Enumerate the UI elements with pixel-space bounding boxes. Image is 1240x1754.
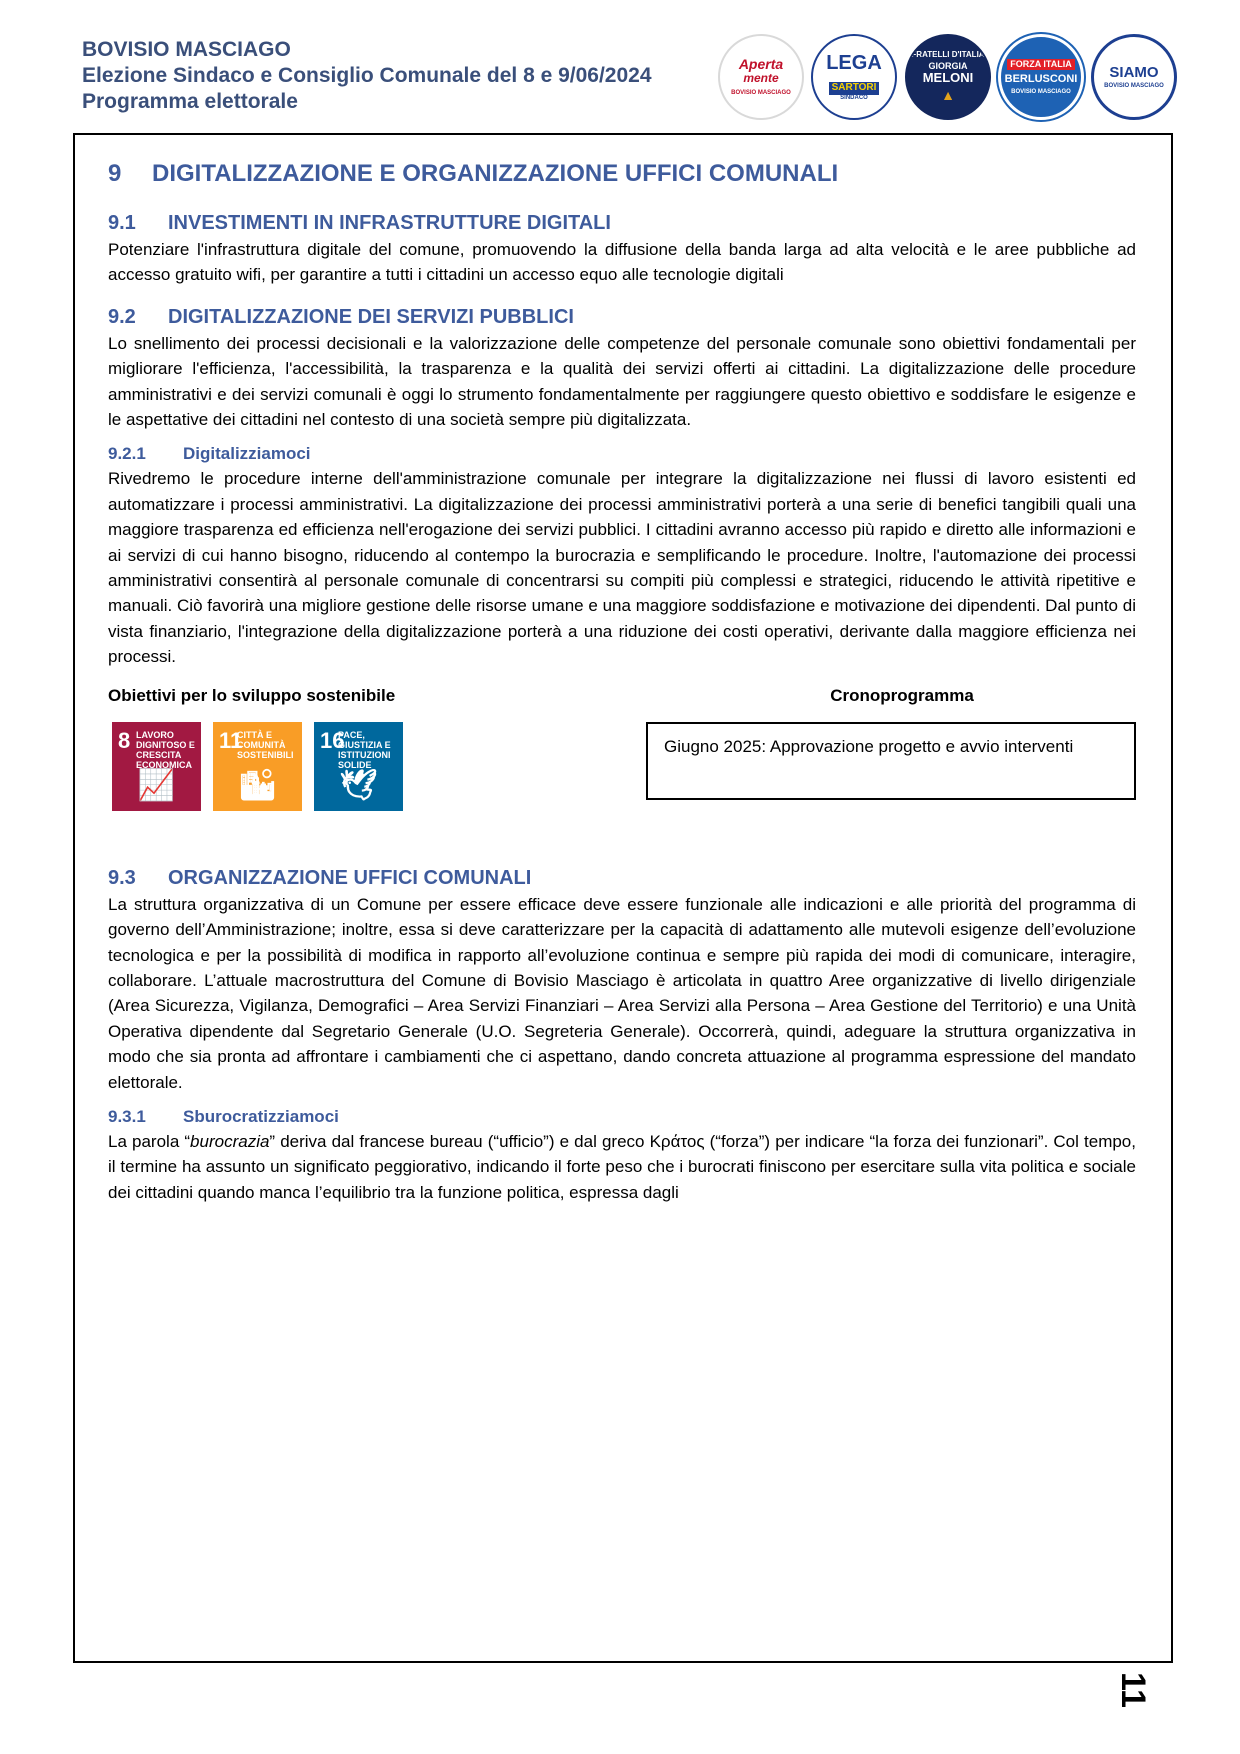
sdg-label: Obiettivi per lo sviluppo sostenibile bbox=[108, 685, 396, 705]
subsection-heading-9-2-1: 9.2.1 Digitalizziamoci bbox=[108, 444, 311, 464]
sdg-16-icon: 16 PACE, GIUSTIZIA E ISTITUZIONI SOLIDE 🕊 bbox=[314, 722, 403, 811]
header-program: Programma elettorale bbox=[82, 90, 298, 113]
paragraph-9-2-1: Rivedremo le procedure interne dell'amministrazione comunale per integrare la digitalizzazione nei flussi di lavoro esistenti ed automatizzare i processi amministrativi. La digitalizzazione dei processi amministrativi porterà a una serie di benefici tangibili quali una maggiore trasparenza ed efficienza nell'erogazione dei servizi pubblici. I cittadini avranno accesso più rapido e diretto alle informazioni e ai servizi di cui hanno bisogno, riducendo al contempo la burocrazia e semplificando le procedure. Inoltre, l'automazione dei processi amministrativi consentirà al personale comunale di concentrarsi su compiti più complessi e strategici, riducendo le attività ripetitive e manuali. Ciò favorirà una migliore gestione delle risorse umane e una maggiore soddisfazione e motivazione dei dipendenti. Dal punto di vista finanziario, l'integrazione della digitalizzazione porterà a una riduzione dei costi operativi, derivante dalla maggiore efficienza nei processi. bbox=[108, 469, 1136, 667]
fratelli-italia-logo: FRATELLI D'ITALIA GIORGIA MELONI ▲ bbox=[905, 34, 991, 120]
flame-icon: ▲ bbox=[941, 86, 955, 103]
siamo-logo: SIAMO BOVISIO MASCIAGO bbox=[1091, 34, 1177, 120]
schedule-box: Giugno 2025: Approvazione progetto e avvio interventi bbox=[646, 722, 1136, 800]
header-election: Elezione Sindaco e Consiglio Comunale del 8 e 9/06/2024 bbox=[82, 64, 652, 87]
page-content bbox=[108, 160, 1136, 1205]
subsection-heading-9-1: 9.1 INVESTIMENTI IN INFRASTRUTTURE DIGITALI bbox=[108, 212, 611, 234]
paragraph-9-3: La struttura organizzativa di un Comune per essere efficace deve essere funzionale alle indicazioni e alle priorità del programma di governo dell’Amministrazione; inoltre, essa si deve caratterizzare per la capacità di adattamento alle mutevoli esigenze dell’evoluzione tecnologica e per la possibilità di modifica in rapporto all’evoluzione continua e sempre più rapida dei modi di comunicare, interagire, collaborare. L’attuale macrostruttura del Comune di Bovisio Masciago è articolata in quattro Aree organizzative di livello dirigenziale (Area Sicurezza, Vigilanza, Demografici – Area Servizi Finanziari – Area Servizi alla Persona – Area Gestione del Territorio) e una Unità Operativa dipendente dal Segretario Generale (U.O. Segreteria Generale). Occorrerà, quindi, adeguare la struttura organizzativa in modo che sia pronta ad affrontare i cambiamenti che ci aspettano, dando concreta attuazione al programma espressione del mandato elettorale. bbox=[108, 894, 1136, 1092]
goals-and-schedule bbox=[108, 686, 1136, 811]
header-town: BOVISIO MASCIAGO bbox=[82, 38, 291, 61]
page-header bbox=[82, 37, 652, 115]
sdg-11-icon: 11 CITTÀ E COMUNITÀ SOSTENIBILI 🏙 bbox=[213, 722, 302, 811]
subsection-heading-9-2: 9.2 DIGITALIZZAZIONE DEI SERVIZI PUBBLICI bbox=[108, 305, 574, 328]
paragraph-9-3-1: La parola “burocrazia” deriva dal francese bureau (“ufficio”) e dal greco Κράτος (“forza”) per indicare “la forza dei funzionari”. Col tempo, il termine ha assunto un significato peggiorativo, indicando il forte peso che i burocrati finiscono per esercitare sulla vita politica e sociale dei cittadini quando manca l’equilibrio tra la funzione politica, espressa dagli bbox=[108, 1131, 1136, 1202]
sdg-8-icon: 8 LAVORO DIGNITOSO E CRESCITA ECONOMICA 📈 bbox=[112, 722, 201, 811]
section-heading: 9 DIGITALIZZAZIONE E ORGANIZZAZIONE UFFICI COMUNALI bbox=[108, 160, 839, 187]
lega-logo: LEGA SARTORI SINDACO bbox=[811, 34, 897, 120]
party-logos bbox=[718, 34, 1178, 124]
paragraph-9-2: Lo snellimento dei processi decisionali e la valorizzazione delle competenze del personale comunale sono obiettivi fondamentali per migliorare l'efficienza, l'accessibilità, la trasparenza e la qualità dei servizi offerti ai cittadini. La digitalizzazione delle procedure amministrativi e dei servizi comunali è oggi lo strumento fondamentalmente per raggiungere questo obiettivo e soddisfare le esigenze e le aspettative dei cittadini nel contesto di una società sempre più digitalizzata. bbox=[108, 333, 1136, 430]
paragraph-9-1: Potenziare l'infrastruttura digitale del comune, promuovendo la diffusione della banda larga ad alta velocità e le aree pubbliche ad accesso gratuito wifi, per garantire a tutti i cittadini un accesso equo alle tecnologie digitali bbox=[108, 240, 1136, 285]
page-number: 11 bbox=[1114, 1672, 1152, 1708]
subsection-heading-9-3: 9.3 ORGANIZZAZIONE UFFICI COMUNALI bbox=[108, 866, 532, 889]
forza-italia-logo: FORZA ITALIA BERLUSCONI BOVISIO MASCIAGO bbox=[998, 34, 1084, 120]
apertamente-logo: Aperta mente BOVISIO MASCIAGO bbox=[718, 34, 804, 120]
subsection-heading-9-3-1: 9.3.1 Sburocratizziamoci bbox=[108, 1106, 339, 1126]
schedule-label: Cronoprogramma bbox=[830, 685, 974, 705]
section-title: DIGITALIZZAZIONE E ORGANIZZAZIONE UFFICI COMUNALI bbox=[152, 160, 839, 187]
sdg-icons bbox=[112, 722, 668, 811]
